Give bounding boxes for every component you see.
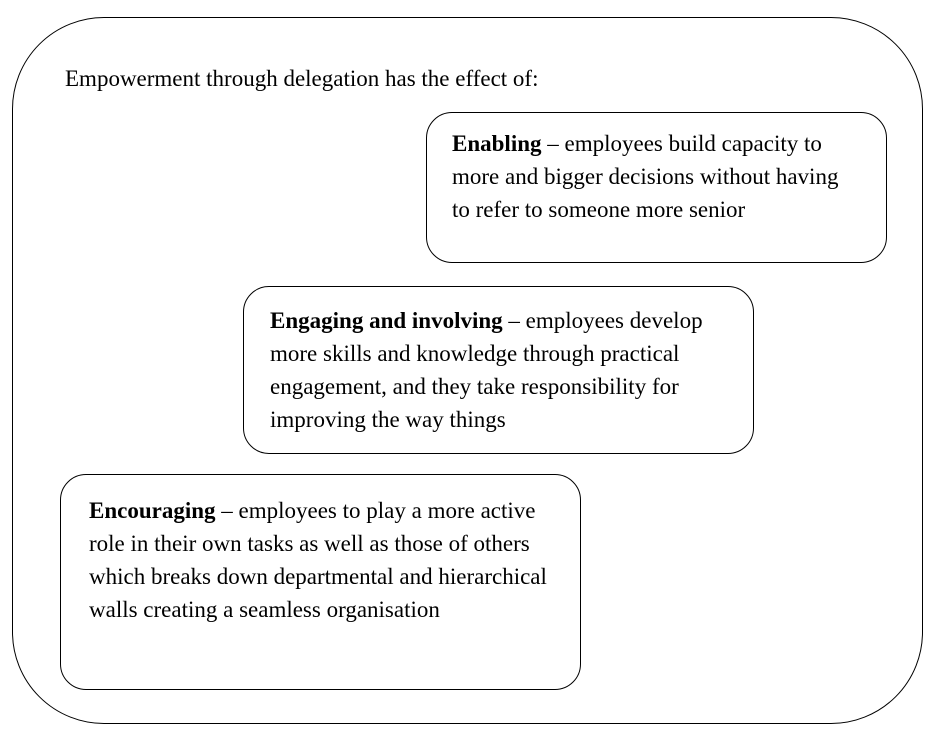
effect-description-engaging-and-involving: – employees develop more skills and knowledge through practical engagement, and they take responsibility for improving the way things	[270, 308, 703, 432]
effect-text-engaging-and-involving	[270, 304, 729, 436]
effect-box-enabling	[426, 112, 887, 263]
intro-text: Empowerment through delegation has the effect of:	[65, 66, 539, 91]
effect-description-encouraging: – employees to play a more active role in their own tasks as well as those of others which breaks down departmental and hierarchical walls creating a seamless organisation	[89, 498, 547, 622]
effect-term-enabling: Enabling	[452, 131, 542, 156]
effect-text-encouraging	[89, 494, 556, 626]
effect-term-engaging-and-involving: Engaging and involving	[270, 308, 503, 333]
effect-description-enabling: – employees build capacity to more and bigger decisions without having to refer to someone more senior	[452, 131, 839, 222]
effect-box-engaging-and-involving	[243, 286, 754, 454]
effect-box-encouraging	[60, 474, 581, 690]
effect-term-encouraging: Encouraging	[89, 498, 216, 523]
effect-text-enabling	[452, 127, 862, 226]
